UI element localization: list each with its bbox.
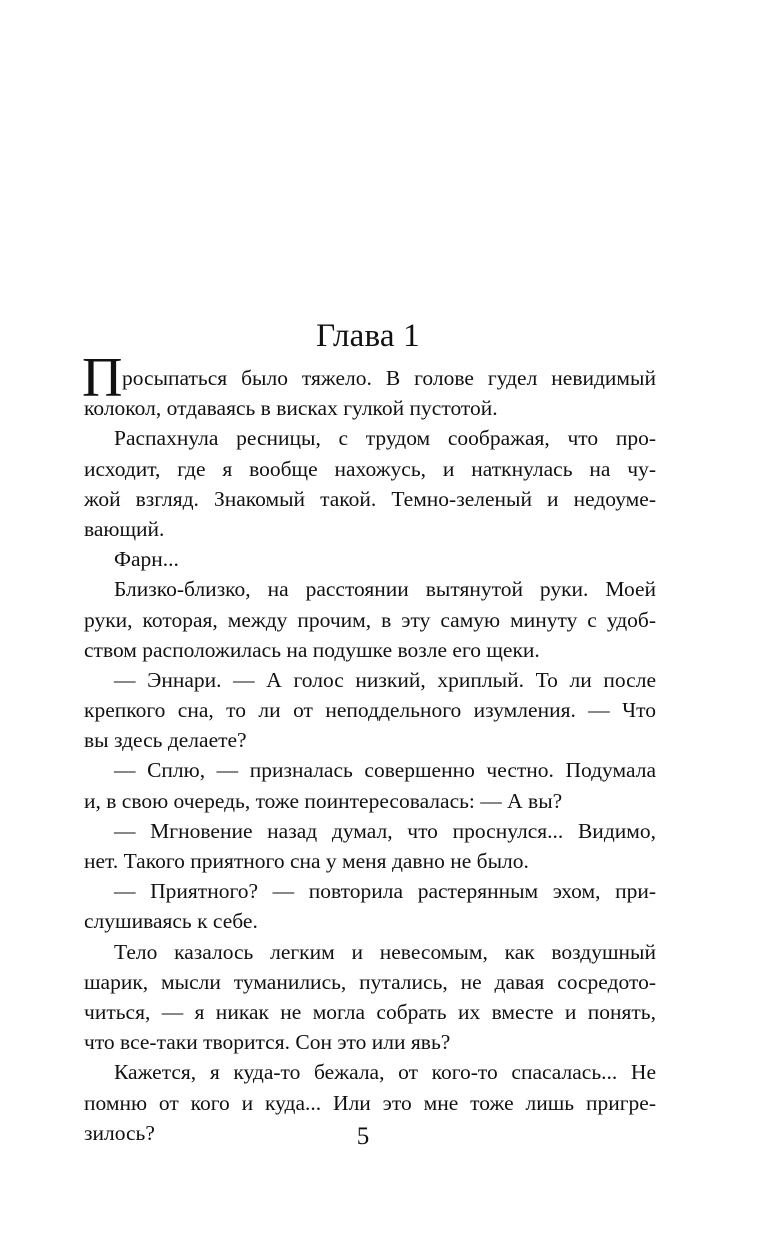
text-line-content: росыпаться было тяжело. В голове гудел невидимый xyxy=(122,366,656,390)
text-line: — Сплю, — призналась совершенно честно. Подумала xyxy=(114,758,656,783)
text-line: Тело казалось легким и невесомым, как воздушный xyxy=(114,939,656,964)
text-line: — Мгновение назад думал, что проснулся... Видимо, xyxy=(114,818,656,843)
text-line: шарик, мысли туманились, путались, не давая сосредото- xyxy=(84,969,656,994)
text-line: слушиваясь к себе. xyxy=(84,909,258,934)
text-line: и, в свою очередь, тоже поинтересовалась: — А вы? xyxy=(84,788,563,813)
text-line: что все-таки творится. Сон это или явь? xyxy=(84,1030,451,1055)
text-line: нет. Такого приятного сна у меня давно не было. xyxy=(84,849,529,873)
text-line: крепкого сна, то ли от неподдельного изумления. — Что xyxy=(84,698,656,723)
text-line: жой взгляд. Знакомый такой. Темно-зеленый и недоуме- xyxy=(84,486,656,511)
text-line: колокол, отдаваясь в висках гулкой пустотой. xyxy=(84,396,498,421)
text-line: Кажется, я куда-то бежала, от кого-то спасалась... Не xyxy=(114,1060,656,1085)
chapter-title: Глава 1 xyxy=(316,318,420,354)
text-line: исходит, где я вообще нахожусь, и наткнулась на чу- xyxy=(84,456,656,481)
text-line: Распахнула ресницы, с трудом соображая, что про- xyxy=(114,426,656,451)
text-line: зилось? xyxy=(84,1120,155,1145)
page-number: 5 xyxy=(356,1123,370,1150)
text-line: ством расположилась на подушке возле его щеки. xyxy=(84,637,540,662)
text-line: Близко-близко, на расстоянии вытянутой руки. Моей xyxy=(114,577,656,602)
body-text xyxy=(82,347,656,1148)
text-line: читься, — я никак не могла собрать их вместе и понять, xyxy=(84,999,656,1024)
text-line: — Эннари. — А голос низкий, хриплый. То ли после xyxy=(114,667,656,692)
text-line: помню от кого и куда... Или это мне тоже лишь пригре- xyxy=(84,1090,656,1115)
text-line: вающий. xyxy=(84,516,165,541)
drop-cap: П xyxy=(82,347,123,409)
text-line: — Приятного? — повторила растерянным эхом, при- xyxy=(114,879,656,904)
text-line: вы здесь делаете? xyxy=(84,728,247,753)
text-line: Фарн... xyxy=(114,547,179,572)
text-line: руки, которая, между прочим, в эту самую минуту с удоб- xyxy=(84,607,656,632)
